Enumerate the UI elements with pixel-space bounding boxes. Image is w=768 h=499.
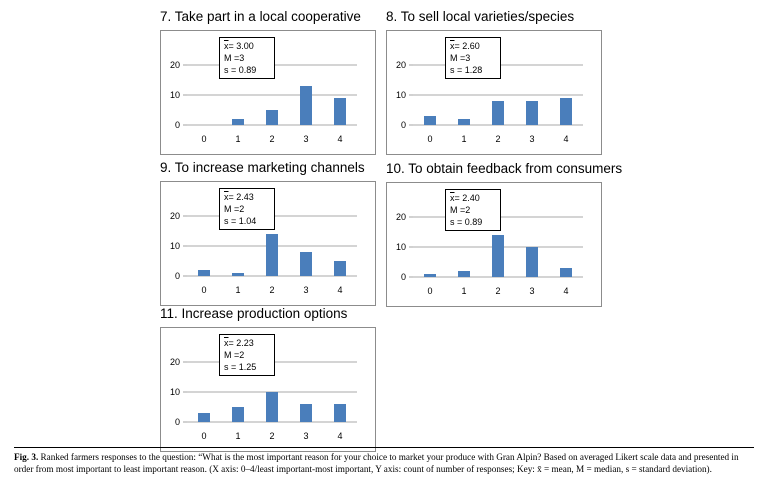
x-tick-label: 3 [303, 431, 309, 441]
bar [198, 270, 210, 276]
bar [266, 234, 278, 276]
x-tick-label: 0 [201, 285, 207, 295]
plot-frame [160, 30, 376, 155]
chart-title: 8. To sell local varieties/species [386, 9, 575, 24]
plot-frame [160, 181, 376, 306]
stat-mean: $\overline{x}= 2.43$ [224, 192, 254, 202]
figure-caption [14, 447, 754, 475]
chart-title: 7. Take part in a local cooperative [160, 9, 361, 24]
bar [424, 116, 436, 125]
y-tick-label: 0 [400, 120, 406, 130]
stat-mean: $\overline{x}= 3.00$ [224, 41, 254, 51]
stats-box [445, 37, 501, 79]
stat-sd: s = 0.89 [450, 217, 483, 227]
x-tick-label: 3 [303, 285, 309, 295]
plot-frame [386, 182, 602, 307]
x-tick-label: 0 [427, 134, 433, 144]
stat-sd: s = 1.28 [450, 65, 483, 75]
y-tick-label: 20 [395, 212, 406, 222]
y-tick-label: 20 [395, 60, 406, 70]
bar [300, 86, 312, 125]
bar [458, 119, 470, 125]
y-tick-label: 0 [174, 417, 180, 427]
x-tick-label: 2 [269, 431, 275, 441]
stat-median: M =3 [224, 53, 245, 63]
x-tick-label: 1 [461, 286, 467, 296]
chart-title: 11. Increase production options [160, 306, 348, 321]
x-tick-label: 0 [427, 286, 433, 296]
bar [560, 98, 572, 125]
bar [232, 119, 244, 125]
stat-sd: s = 0.89 [224, 65, 257, 75]
bar [266, 110, 278, 125]
y-tick-label: 10 [395, 90, 406, 100]
bar [526, 101, 538, 125]
stats-box [445, 189, 501, 231]
x-tick-label: 1 [461, 134, 467, 144]
y-tick-label: 0 [174, 120, 180, 130]
bar [334, 404, 346, 422]
x-tick-label: 1 [235, 431, 241, 441]
bar [492, 101, 504, 125]
y-tick-label: 0 [174, 271, 180, 281]
y-tick-label: 20 [169, 357, 180, 367]
bar [560, 268, 572, 277]
x-tick-label: 0 [201, 134, 207, 144]
x-tick-label: 4 [337, 134, 343, 144]
stats-box [219, 188, 275, 230]
x-tick-label: 4 [337, 285, 343, 295]
x-tick-label: 2 [495, 134, 501, 144]
x-tick-label: 1 [235, 134, 241, 144]
plot-frame [160, 327, 376, 452]
y-tick-label: 10 [169, 90, 180, 100]
stat-median: M =2 [450, 205, 471, 215]
x-tick-label: 3 [303, 134, 309, 144]
x-tick-label: 4 [337, 431, 343, 441]
stat-sd: s = 1.25 [224, 362, 257, 372]
stat-median: M =2 [224, 350, 245, 360]
x-tick-label: 2 [269, 134, 275, 144]
y-tick-label: 20 [169, 60, 180, 70]
y-tick-label: 10 [169, 387, 180, 397]
stat-mean: $\overline{x}= 2.40$ [450, 193, 480, 203]
chart-panel-9 [160, 160, 390, 310]
stats-box [219, 37, 275, 79]
chart-title: 10. To obtain feedback from consumers [386, 161, 623, 176]
x-tick-label: 0 [201, 431, 207, 441]
stats-box [219, 334, 275, 376]
bar [232, 273, 244, 276]
chart-title: 9. To increase marketing channels [160, 160, 365, 175]
chart-panel-10 [386, 161, 626, 311]
y-tick-label: 0 [400, 272, 406, 282]
chart-panel-7 [160, 9, 390, 159]
x-tick-label: 4 [563, 286, 569, 296]
stat-median: M =3 [450, 53, 471, 63]
stat-sd: s = 1.04 [224, 216, 257, 226]
plot-frame [386, 30, 602, 155]
bar [458, 271, 470, 277]
x-tick-label: 1 [235, 285, 241, 295]
bar [334, 98, 346, 125]
chart-panel-11 [160, 306, 390, 456]
x-tick-label: 3 [529, 286, 535, 296]
bar [424, 274, 436, 277]
bar [334, 261, 346, 276]
bar [300, 404, 312, 422]
y-tick-label: 20 [169, 211, 180, 221]
stat-mean: $\overline{x}= 2.60$ [450, 41, 480, 51]
x-tick-label: 2 [269, 285, 275, 295]
bar [492, 235, 504, 277]
caption-label: Fig. 3. [14, 452, 39, 462]
bar [198, 413, 210, 422]
x-tick-label: 2 [495, 286, 501, 296]
stat-mean: $\overline{x}= 2.23$ [224, 338, 254, 348]
bar [300, 252, 312, 276]
bar [266, 392, 278, 422]
bar [526, 247, 538, 277]
chart-panel-8 [386, 9, 616, 159]
y-tick-label: 10 [169, 241, 180, 251]
x-tick-label: 4 [563, 134, 569, 144]
y-tick-label: 10 [395, 242, 406, 252]
caption-text: Ranked farmers responses to the question: “What is the most important reason for your choice to market your produce with Gran Alpin? Based on averaged Likert scale data and presented in order from most important to least important reason. (X axis: 0–4/least important-most important, Y axis: count of number of responses; Key: x̄ = mean, M = median, s = standard deviation). [14, 452, 739, 474]
x-tick-label: 3 [529, 134, 535, 144]
bar [232, 407, 244, 422]
stat-median: M =2 [224, 204, 245, 214]
